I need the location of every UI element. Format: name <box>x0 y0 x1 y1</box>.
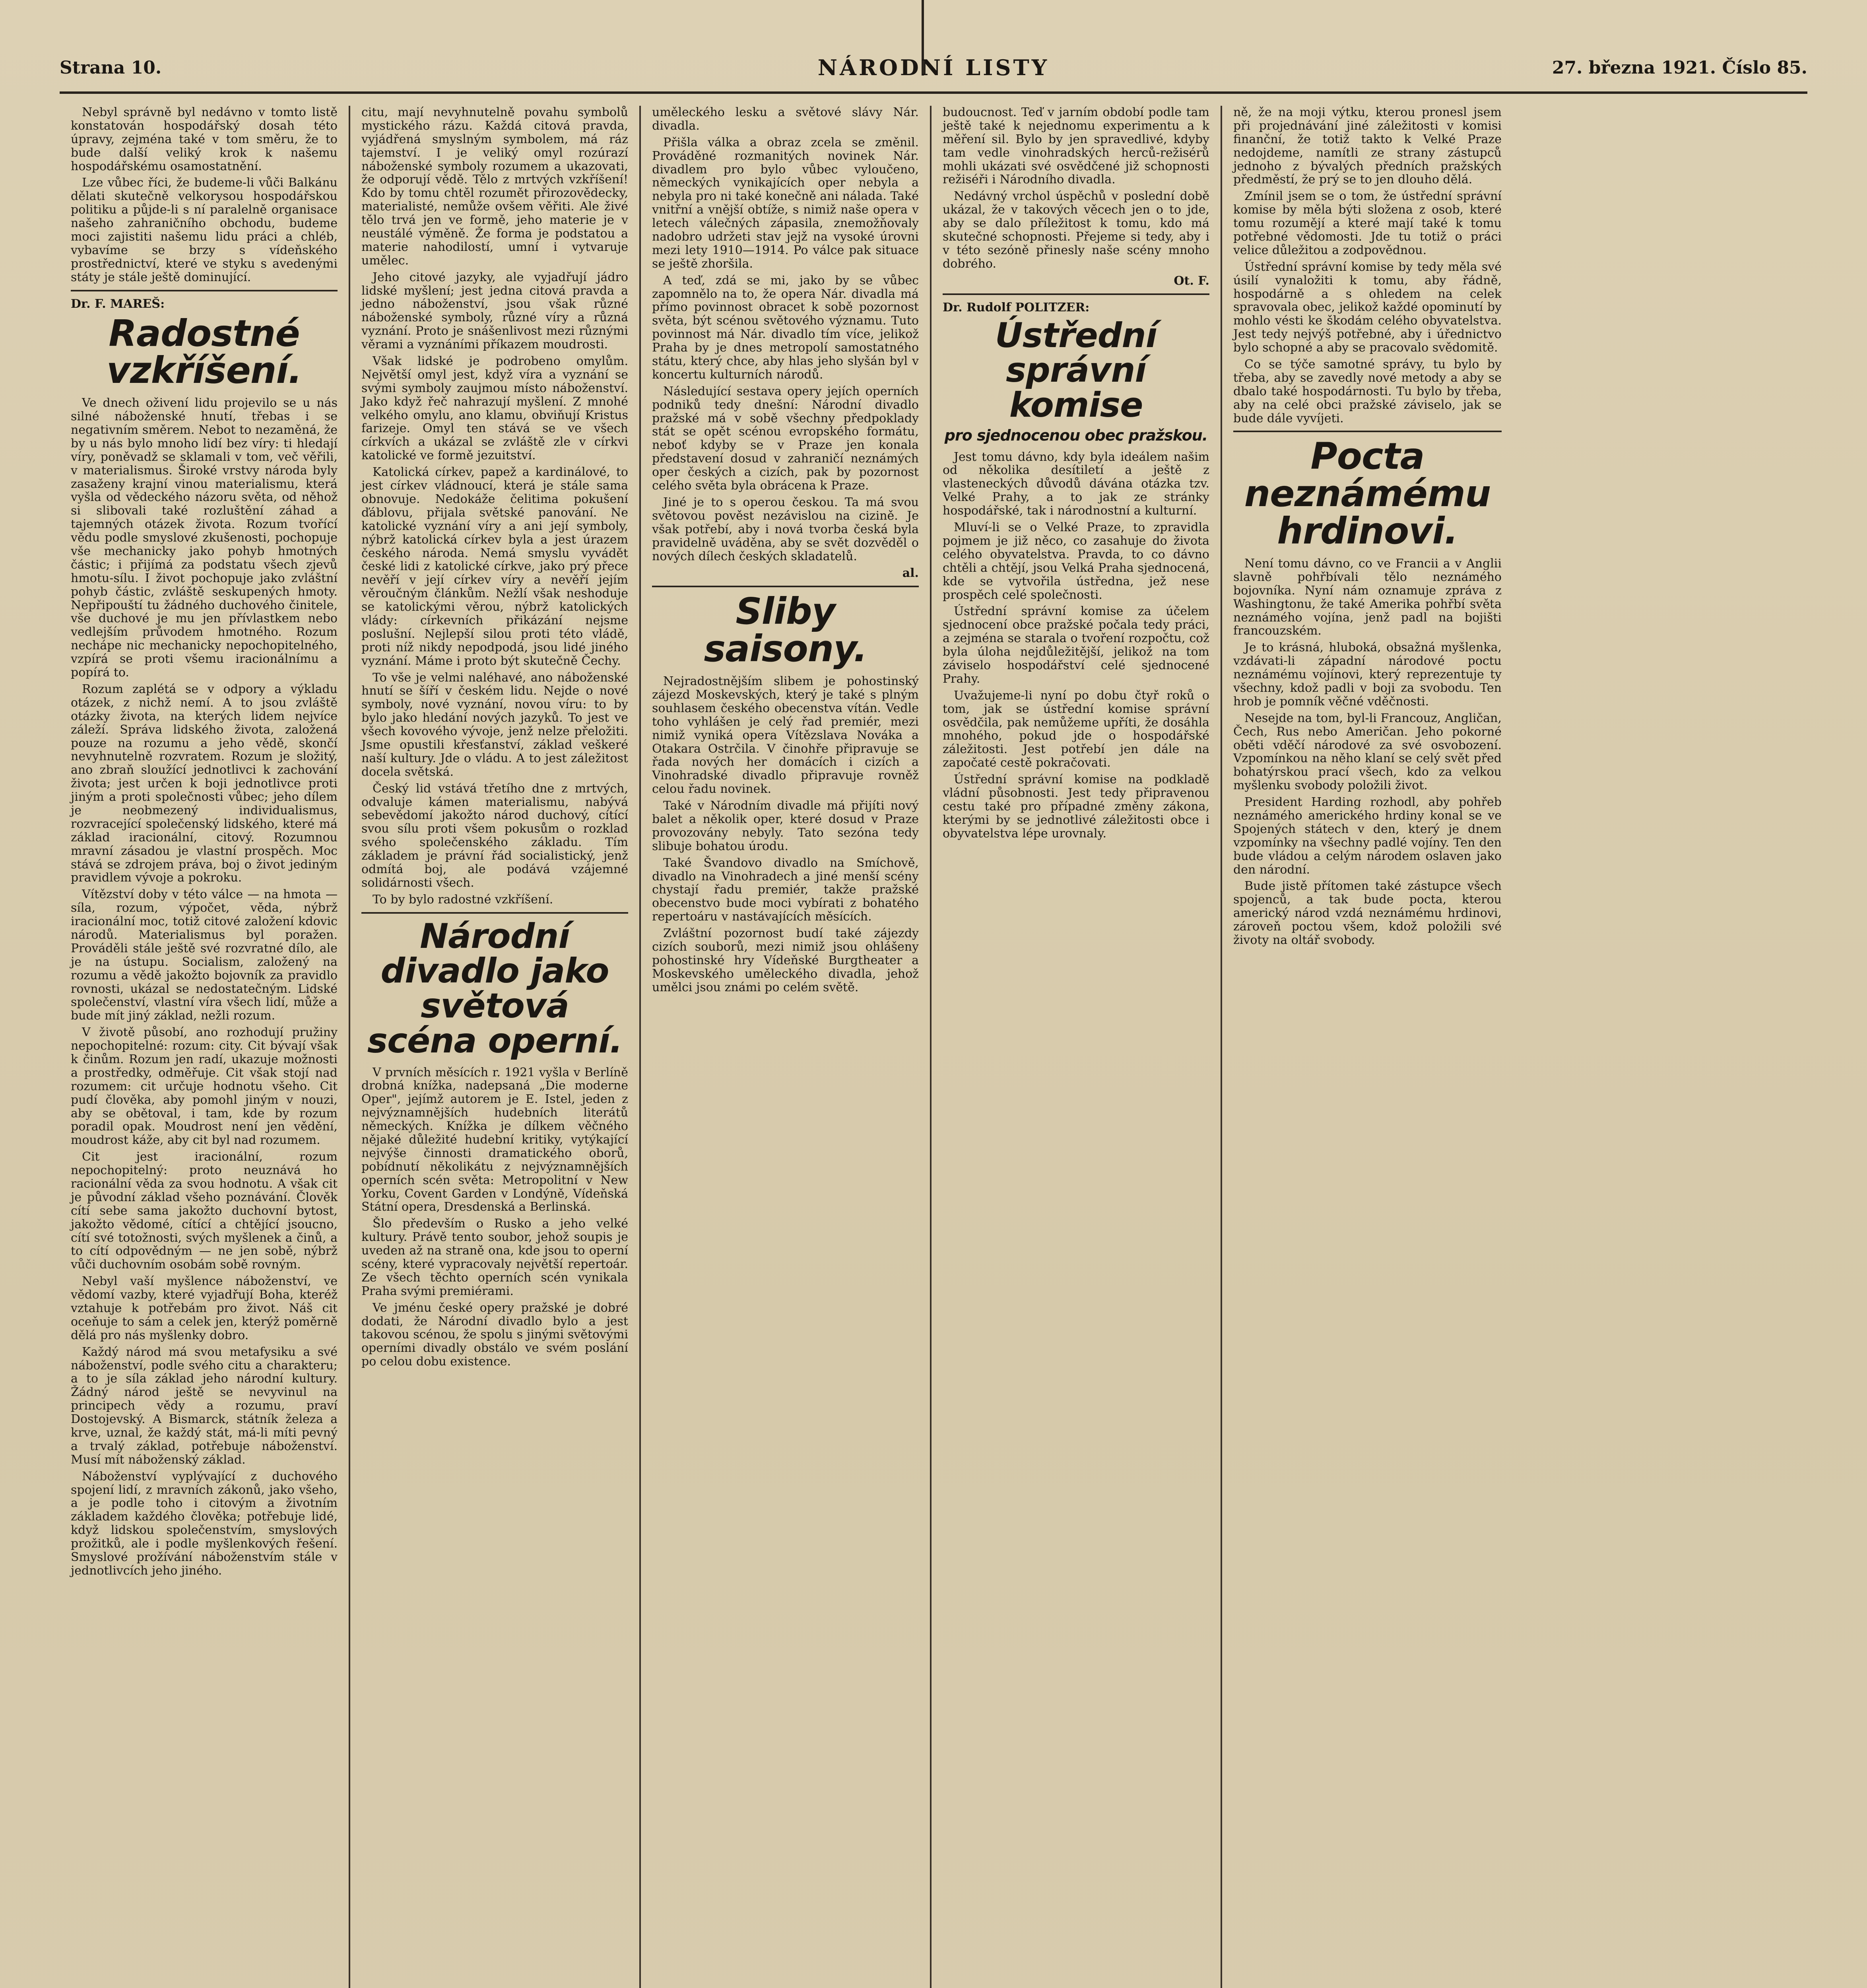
article-text: Jest tomu dávno, kdy byla ideálem našim od několika desítiletí a ještě z vlasteneckých důvodů dávána otázka tzv. Velké Prahy, a to jak ze stránky hospodářské, tak i národnostní a kulturní. <box>943 450 1209 518</box>
article-text: Šlo především o Rusko a jeho velké kultury. Právě tento soubor, jehož soupis je uveden až na straně ona, kde jsou to operní scény, které vypracovaly největší repertoár. Ze všech těchto operních scén vynikala Praha svými premiérami. <box>361 1217 628 1298</box>
article-text: Mluví-li se o Velké Praze, to zpravidla pojmem je již něco, co zasahuje do života celého obyvatelstva. Pravda, to co dávno chtěli a chtějí, jsou Velká Praha sjednocená, kde se vytvořila ústředna, jež nese prospěch celé společnosti. <box>943 520 1209 602</box>
article-text: President Harding rozhodl, aby pohřeb neznámého amerického hrdiny konal se ve Spojených státech v den, který je dnem vzpomínky na všechny padlé vojíny. Ten den bude vládou a celým národem oslaven jako den národní. <box>1233 795 1502 877</box>
running-head <box>60 44 1807 94</box>
masthead-title: NÁRODNÍ LISTY <box>817 55 1050 80</box>
signature: al. <box>902 566 919 580</box>
article-text: Rozum zaplétá se v odpory a výkladu otázek, z nichž nemí. A to jsou zvláště otázky života, na kterých lidem nejvíce záleží. Správa lidského života, založená pouze na rozumu a jeho vědě, skončí nevyhnutelně rozvratem. Rozum je složitý, ano zbraň sloužící jednotlivci k zachování života; jest určen k boji jednotlivce proti jiným a proti společnosti vůbec; jeho dílem je neobmezený individualismus, rozvracející společenský lidského, které má základ iracionální, citový. Rozumnou mravní zásadou je vlastní prospěch. Moc stává se zdrojem práva, boj o život jediným pravidlem vývoje a pokroku. <box>71 682 338 885</box>
article-text: Ve jménu české opery pražské je dobré dodati, že Národní divadlo bylo a jest takovou scénou, že spolu s jinými světovými operními divadly obstálo ve svém poslání po celou dobu existence. <box>361 1301 628 1369</box>
article-text: Také v Národním divadle má přijíti nový balet a několik oper, které dosud v Praze provozovány nebyly. Tato sezóna tedy slibuje bohatou úrodu. <box>652 799 919 853</box>
article-text: Jeho citové jazyky, ale vyjadřují jádro lidské myšlení; jest jedna citová pravda a jedno náboženství, jsou však různé náboženské symboly, různé víry a různá vyznání. Proto je snášenlivost mezi různými věrami a vyznáními příkazem moudrosti. <box>361 270 628 352</box>
columns <box>60 106 1807 1988</box>
headline-radostne-vzkriseni: Radostné vzkříšení. <box>107 312 302 392</box>
article-text: citu, mají nevyhnutelně povahu symbolů mystického rázu. Každá citová pravda, vyjádřená smyslným symbolem, má ráz tajemství. I je veliký omyl rozúrazí náboženské symboly rozumem a ukazovati, že odporují vědě. Tělo z mrtvých vzkříšení! Kdo by tomu chtěl rozumět přirozovědecky, materialisté, nemůže ovšem věřiti. Ale živé tělo trvá jen ve formě, jeho materie je v neustálé výměně. Že forma je podstatou a materie nahodilostí, umní i vytvaruje umělec. <box>361 106 628 268</box>
article-text: Lze vůbec říci, že budeme-li vůči Balkánu dělati skutečně velkorysou hospodářskou politiku a půjde-li s ní paralelně organisace našeho zahraničního obchodu, budeme moci zajistiti našemu lidu práci a chléb, vybavíme se brzy s vídeňského prostřednictví, které ve styku s avedenými státy je stále ještě dominující. <box>71 176 338 284</box>
divider <box>361 912 628 914</box>
article-text: Bude jistě přítomen také zástupce všech spojenců, a tak bude pocta, kterou americký národ vzdá neznámému hrdinovi, zároveň poctou všem, kdož položili své životy na oltář svobody. <box>1233 879 1502 947</box>
article-text: V prvních měsících r. 1921 vyšla v Berlíně drobná knížka, nadepsaná „Die moderne Oper", jejímž autorem je E. Istel, jeden z nejvýznamnějších hudebních literátů německých. Knížka je dílkem věčného nějaké důležité hudební kritiky, vytýkající nejvýše činnosti dramatického oborů, pobídnutí několikátu z nejvýznamnějších operních scén světa: Metropolitní v New Yorku, Covent Garden v Londýně, Vídeňská Státní opera, Dresdenská a Berlinská. <box>361 1065 628 1214</box>
article-text: Nebyl správně byl nedávno v tomto listě konstatován hospodářský dosah této úpravy, zejména také v tom směru, že to bude další veliký krok k našemu hospodářskému osamostatnění. <box>71 106 338 173</box>
article-text: Zmínil jsem se o tom, že ústřední správní komise by měla býti složena z osob, které tomu rozumějí a které mají také k tomu potřebné vědomosti. Jde tu totiž o práci velice důležitou a zodpovědnou. <box>1233 189 1502 257</box>
article-text: Není tomu dávno, co ve Francii a v Anglii slavně pohřbívali tělo neznámého bojovníka. Nyní nám oznamuje zpráva z Washingtonu, že také Amerika pohřbí světa neznámého vojína, jenž padl na bojišti francouzském. <box>1233 556 1502 638</box>
article-text: Vítězství doby v této válce — na hmota — síla, rozum, výpočet, věda, nýbrž iracionální moc, totiž citové založení kdovic národů. Materialismus byl poražen. Prováděli stále ještě své rozvratné dílo, ale je na ústupu. Socialism, založený na rozumu a vědě jakožto bojovník za pravidlo rovnosti, ukázal se nedostatečným. Lidské společenství, vlastní víra všech lidí, může a bude mít jiný základ, nežli rozum. <box>71 887 338 1023</box>
issue-date: 27. března 1921. Číslo 85. <box>1552 57 1807 78</box>
page-number: Strana 10. <box>60 57 162 78</box>
article-text: Nesejde na tom, byl-li Francouz, Angličan, Čech, Rus nebo Američan. Jeho pokorné oběti vděčí národové za své osvobození. Vzpomínkou na něho klaní se celý svět před bohatýrskou prací všech, kdo za velkou myšlenku svobody položili život. <box>1233 711 1502 793</box>
article-text: Ústřední správní komise by tedy měla své úsilí vynaložiti k tomu, aby řádně, hospodárně a s ohledem na celek spravovala obec, jelikož každé opominutí by mohlo vésti ke škodám celého obyvatelstva. Jest tedy nejvýš potřebné, aby i úřednictvo bylo schopné a aby se pracovalo svědomitě. <box>1233 260 1502 355</box>
subheadline: pro sjednocenou obec pražskou. <box>944 426 1208 444</box>
article-text: Ústřední správní komise za účelem sjednocení obce pražské počala tedy práci, a zejména se starala o tvoření rozpočtu, což byla úloha nejdůležitější, jelikož na tom záviselo hospodářství celé sjednocené Prahy. <box>943 604 1209 686</box>
article-text: Jiné je to s operou českou. Ta má svou světovou pověst nezávislou na cizině. Je však potřebí, aby i nová tvorba česká byla pravidelně uváděna, aby se svět dozvěděl o nových dílech českých skladatelů. <box>652 495 919 563</box>
article-text: To by bylo radostné vzkříšení. <box>373 892 553 907</box>
article-text: Český lid vstává třetího dne z mrtvých, odvaluje kámen materialismu, nabývá sebevědomí jakožto národ duchový, cítící svou sílu proti všem pokusům o rozklad svého společenského základu. Tím základem je právní řád socialistický, jenž odmítá boj, ale podává vzájemné solidárnosti všech. <box>361 781 628 890</box>
article-text: Náboženství vyplývající z duchového spojení lidí, z mravních zákonů, jako všeho, a je podle toho i citovým a životním základem každého člověka; potřebuje lidé, když lidskou společenstvím, smyslových prožitků, ale i podle myšlenkových řešení. Smyslové prožívání náboženstvím stále v jednotlivcích jeho jiného. <box>71 1469 338 1578</box>
column-2 <box>350 106 641 1988</box>
headline-pocta-neznamemu-hrdinovi: Pocta neznámému hrdinovi. <box>1244 435 1491 553</box>
headline-sliby-saisony: Sliby saisony. <box>704 590 867 670</box>
headline-narodni-divadlo: Národní divadlo jako světová scéna operní. <box>367 916 623 1061</box>
article-text: Přišla válka a obraz zcela se změnil. Prováděné rozmanitých novinek Nár. divadlem pro bylo vůbec vyloučeno, německých vynikajících oper nebyla a nebyla pro ni také konečně ani nálada. Také vnitřní a vnější obtíže, s nimiž naše opera v letech válečných zápasila, znemožňovaly nadobro udržeti stav jejž na vysoké úrovni mezi lety 1910—1914. Po válce pak situace se ještě zhoršila. <box>652 135 919 271</box>
article-text: Nejradostnějším slibem je pohostinský zájezd Moskevských, který je také s plným souhlasem českého obecenstva vítán. Vedle toho vyhlášen je celý řad premiér, mezi nimiž vyniká opera Vítězslava Nováka a Otakara Ostrčila. V činohře připravuje se řada nových her domácích i cizích a Vinohradské divadlo připravuje rovněž celou řadu novinek. <box>652 674 919 796</box>
column-1 <box>60 106 350 1988</box>
article-text: Také Švandovo divadlo na Smíchově, divadlo na Vinohradech a jiné menší scény chystají řadu premiér, takže pražské obecenstvo bude moci vybírati z bohatého repertoáru v nastávajících měsících. <box>652 856 919 924</box>
byline: Dr. Rudolf POLITZER: <box>943 300 1090 315</box>
article-text: Cit jest iracionální, rozum nepochopitelný: proto neuznává ho racionální věda za svou hodnotu. A však cit je původní základ všeho poznávání. Člověk cítí sebe sama jakožto duchovní bytost, jakožto vědomé, cítící a chtějící jsoucno, cítí své totožnosti, svých myšlenek a činů, a to cítí odpovědným — ne jen sobě, nýbrž vůči duchovním osobám sobě rovným. <box>71 1150 338 1272</box>
divider <box>71 290 338 291</box>
article-text: budoucnost. Teď v jarním období podle tam ještě také k nejednomu experimentu a k měření sil. Bylo by jen spravedlivé, kdyby tam vedle vinohradských herců-režisérů mohli ukázati své osvědčené již schopnosti režiséři i Národního divadla. <box>943 106 1209 187</box>
divider <box>652 586 919 587</box>
article-text: Ústřední správní komise na podkladě vládní působnosti. Jest tedy připravenou cestu také pro případné změny zákona, kterými by se jednotlivé záležitosti obce i obyvatelstva lépe urovnaly. <box>943 773 1209 841</box>
article-text: Co se týče samotné správy, tu bylo by třeba, aby se zavedly nové metody a aby se dbalo také hospodárnosti. Tu bylo by třeba, aby na celé obci pražské záviselo, jak se bude dále vyvíjeti. <box>1233 357 1502 425</box>
article-text: V životě působí, ano rozhodují pružiny nepochopitelné: rozum: city. Cit bývají však k činům. Rozum jen radí, ukazuje možnosti a prostředky, odměřuje. Cit však stojí nad rozumem: cit určuje hodnotu všeho. Cit pudí člověka, aby pomohl jiným v nouzi, aby se obětoval, i tam, kde by rozum poradil opak. Moudrost není jen vědění, moudrost káže, aby cit byl nad rozumem. <box>71 1025 338 1147</box>
article-text: To vše je velmi naléhavé, ano náboženské hnutí se šíří v českém lidu. Nejde o nové symboly, nové vyznání, novou víru: to by bylo jako hledání nových jazyků. To jest ve všech kovového vývoje, jenž nelze přeložiti. Jsme opustili křesťanství, základ veškeré naší kultury. Jde o vládu. A to jest záležitost docela světská. <box>361 670 628 779</box>
article-text: Nedávný vrchol úspěchů v poslední době ukázal, že v takových věcech jen o to jde, aby se dalo příležitost k tomu, kdo má skutečné schopnosti. Přejeme si tedy, aby i v této sezóně přinesly naše scény mnoho dobrého. <box>943 189 1209 271</box>
article-text: ně, že na moji výtku, kterou pronesl jsem při projednávání jiné záležitosti v komisi finanční, že totiž takto k Velké Praze nedojdeme, namítli ze strany zástupců jednoho z bývalých předních pražských předměstí, že prý se to jen dlouho dělá. <box>1233 106 1502 187</box>
article-text: Však lidské je podrobeno omylům. Největší omyl jest, když víra a vyznání se svými symboly zaujmou místo náboženství. Jako když řeč nahrazují myšlení. Z mnohé velkého omylu, ano klamu, obviňují Kristus farizeje. Omyl ten stává se ve všech církvích a ukázal se zvláště zle v církvi katolické ve formě jezuitství. <box>361 354 628 463</box>
column-3 <box>641 106 932 1988</box>
article-text: Uvažujeme-li nyní po dobu čtyř roků o tom, jak se ústřední komise správní osvědčila, pak nemůžeme upříti, že dosáhla mnohého, pokud jde o hospodářské záležitosti. Jest potřebí jen dále na započaté cestě pokračovati. <box>943 688 1209 770</box>
article-text: Nebyl vaší myšlence náboženství, ve vědomí vazby, které vyjadřují Boha, kteréž vztahuje k potřebám pro život. Náš cit oceňuje to sám a celek jen, kterýž poměrně dělá pro nás myšlenky dobro. <box>71 1274 338 1342</box>
article-text: uměleckého lesku a světové slávy Nár. divadla. <box>652 106 919 133</box>
divider <box>1233 431 1502 432</box>
article-text: A teď, zdá se mi, jako by se vůbec zapomnělo na to, že opera Nár. divadla má přímo povinnost obracet k sobě pozornost světa, být scénou světového významu. Tuto povinnost má Nár. divadlo tím více, jelikož Praha by je dnes metropolí samostatného státu, který chce, aby hlas jeho slyšán byl v koncertu kulturních národů. <box>652 273 919 382</box>
article-text: Je to krásná, hluboká, obsažná myšlenka, vzdávati-li západní národové poctu neznámému vojínovi, který reprezentuje ty všechny, kdož padli v boji za svobodu. Ten hrob je pomník věčné vděčnosti. <box>1233 641 1502 709</box>
signature: Ot. F. <box>1174 274 1209 288</box>
article-text: Následující sestava opery jejích operních podniků tedy dnešní: Národní divadlo pražské má v sobě všechny předpoklady stát se opět scénou evropského formátu, neboť kdyby se v Praze jen konala představení dosud v zahraničí neznámých oper českých a cizích, pak by pozornost celého světa byla obrácena k Praze. <box>652 384 919 493</box>
headline-ustredni-spravni-komise: Ústřední správní komise <box>995 315 1157 425</box>
article-text: Každý národ má svou metafysiku a své náboženství, podle svého citu a charakteru; a to je síla základ jeho národní kultury. Žádný národ ještě se nevyvinul na principech vědy a rozumu, praví Dostojevský. A Bismarck, státník železa a krve, uznal, že každý stát, má-li míti pevný a trvalý základ, potřebuje náboženství. Musí mít náboženský základ. <box>71 1345 338 1467</box>
byline: Dr. F. MAREŠ: <box>71 297 165 311</box>
article-text: Zvláštní pozornost budí také zájezdy cizích souborů, mezi nimiž jsou ohlášeny pohostinské hry Vídeňské Burgtheater a Moskevského uměleckého divadla, jehož umělci jsou známi po celém světě. <box>652 926 919 994</box>
column-4 <box>932 106 1222 1988</box>
article-text: Katolická církev, papež a kardinálové, to jest církev vládnoucí, která je stále sama obnovuje. Nedokáže čelitima pokušení ďáblovu, přijala světské panování. Ne katolické vyznání víry a ani její symboly, nýbrž katolická církev byla a jest úrazem českého národa. Nemá smyslu vyvádět české lidi z katolické církve, jako prý přece nevěří v její církev víry a nevěří jejím věroučným článkům. Nežlí však neshoduje se katolickými věrou, nýbrž katolických vlády: církevních přikázání nejsme poslušní. Nejlepší silou proti této vládě, proti níž nikdy nepodpodá, jsou lidé jiného vyznání. Máme i proto být skutečně Čechy. <box>361 465 628 668</box>
article-text: Ve dnech oživení lidu projevilo se u nás silné náboženské hnutí, třebas i se negativním směrem. Nebot to nezaměná, že by u nás bylo mnoho lidí bez víry: ti hledají víry, poněvadž se sklamali v tom, več věřili, v materialismus. Široké vrstvy národa byly zasaženy krajní vinou materialismu, která vyšla od vědeckého názoru světa, od něhož si slibovali také rozluštění záhad a tajemných otázek života. Rozum tvořící vědu podle smyslové zkušenosti, pochopuje vše mechanicky jako pohyb hmotných částic; i přijímá za podstatu všech zjevů hmotu-sílu. I život pochopuje jako zvláštní pohyb částic, zvláště seskupených hmoty. Nepřipouští tu žádného duchového činitele, vše duchové je mu jen přívlastkem nebo vedlejším průvodem hmotného. Rozum nechápe nic mechanicky nepochopitelného, vzpírá se proti všemu iracionálnímu a popírá to. <box>71 396 338 680</box>
divider <box>943 293 1209 295</box>
column-5 <box>1222 106 1513 1988</box>
